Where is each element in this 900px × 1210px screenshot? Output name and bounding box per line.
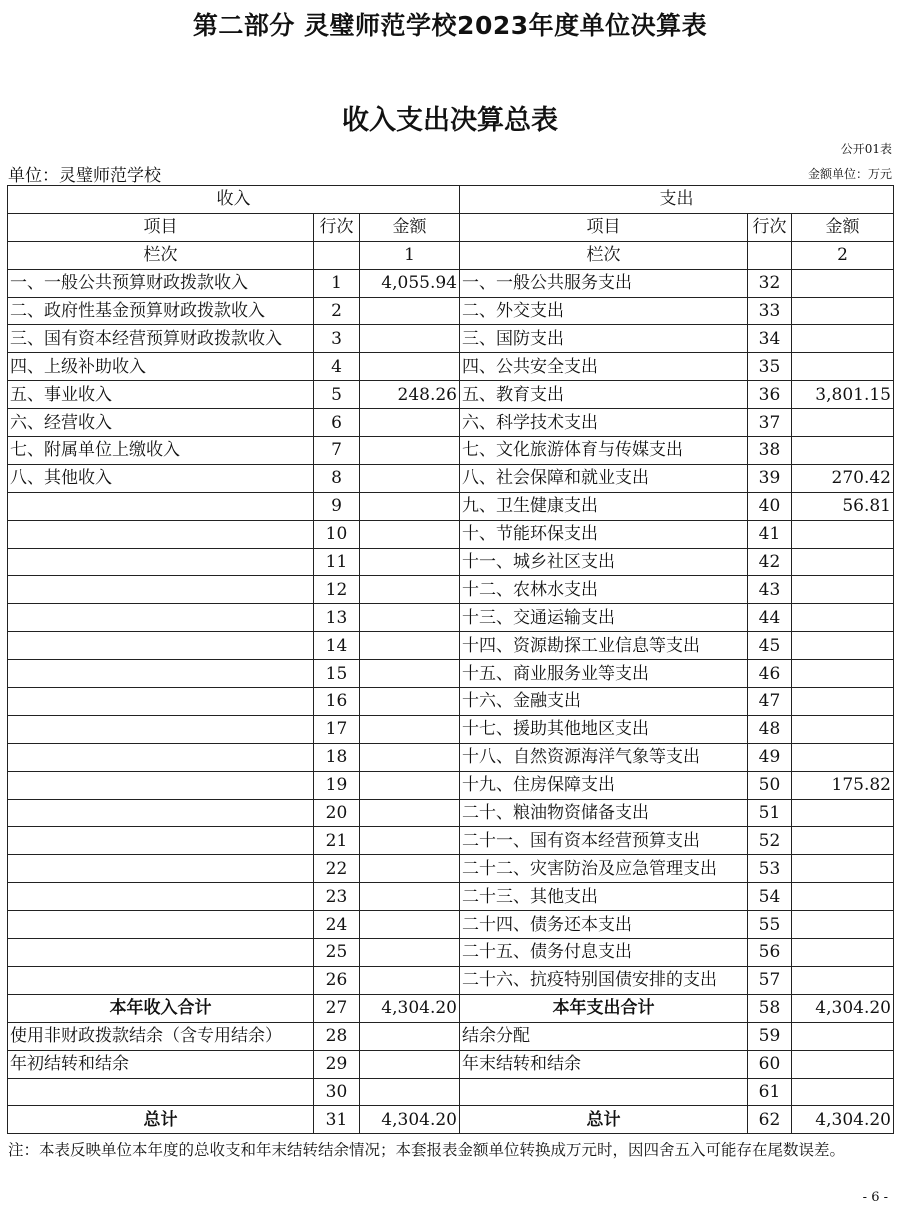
income-amount: 4,304.20	[360, 1106, 460, 1134]
expense-amount	[792, 437, 894, 465]
income-amount	[360, 799, 460, 827]
amount-unit-label: 金额单位：万元	[807, 167, 892, 181]
expense-item: 七、文化旅游体育与传媒支出	[460, 437, 748, 465]
income-amount	[360, 353, 460, 381]
income-amount	[360, 1022, 460, 1050]
table-row	[8, 437, 894, 465]
income-item: 五、事业收入	[8, 381, 314, 409]
income-item	[8, 604, 314, 632]
income-item: 二、政府性基金预算财政拨款收入	[8, 297, 314, 325]
expense-row-number: 49	[748, 743, 792, 771]
income-amount	[360, 409, 460, 437]
income-row-number: 7	[314, 437, 360, 465]
income-item	[8, 576, 314, 604]
expense-amount	[792, 269, 894, 297]
income-row-number: 15	[314, 660, 360, 688]
income-row-number: 10	[314, 520, 360, 548]
grand-total-row	[8, 1106, 894, 1134]
income-row-number: 29	[314, 1050, 360, 1078]
expense-amount-header: 金额	[792, 213, 894, 241]
table-row	[8, 1078, 894, 1106]
income-column-index-label: 栏次	[8, 241, 314, 269]
income-amount	[360, 771, 460, 799]
income-amount-header: 金额	[360, 213, 460, 241]
income-amount	[360, 911, 460, 939]
expense-amount	[792, 1022, 894, 1050]
income-row-number: 19	[314, 771, 360, 799]
expense-amount: 175.82	[792, 771, 894, 799]
expense-item: 六、科学技术支出	[460, 409, 748, 437]
income-amount	[360, 604, 460, 632]
income-item	[8, 743, 314, 771]
expense-item-header: 项目	[460, 213, 748, 241]
expense-row-number: 41	[748, 520, 792, 548]
table-row	[8, 604, 894, 632]
expense-row-number: 44	[748, 604, 792, 632]
expense-column-index: 2	[792, 241, 894, 269]
expense-item: 二十三、其他支出	[460, 883, 748, 911]
expense-row-number: 48	[748, 715, 792, 743]
income-item	[8, 492, 314, 520]
income-amount	[360, 688, 460, 716]
income-amount	[360, 297, 460, 325]
expense-amount	[792, 1050, 894, 1078]
expense-amount	[792, 353, 894, 381]
income-item: 七、附属单位上缴收入	[8, 437, 314, 465]
table-row	[8, 883, 894, 911]
income-amount	[360, 883, 460, 911]
expense-row-number: 37	[748, 409, 792, 437]
income-row-number: 24	[314, 911, 360, 939]
footnote: 注：本表反映单位本年度的总收支和年末结转结余情况；本套报表金额单位转换成万元时，因四舍五入可能存在尾数误差。	[8, 1141, 846, 1159]
expense-row-number: 51	[748, 799, 792, 827]
table-row	[8, 799, 894, 827]
income-item	[8, 715, 314, 743]
expense-header: 支出	[460, 186, 894, 214]
expense-row-number: 55	[748, 911, 792, 939]
income-row-number: 30	[314, 1078, 360, 1106]
table-row	[8, 939, 894, 967]
income-item	[8, 688, 314, 716]
income-item	[8, 632, 314, 660]
income-amount	[360, 548, 460, 576]
table-row	[8, 966, 894, 994]
expense-row-number: 53	[748, 855, 792, 883]
expense-amount	[792, 911, 894, 939]
income-item	[8, 966, 314, 994]
income-row-number: 14	[314, 632, 360, 660]
expense-row-number: 39	[748, 464, 792, 492]
expense-amount	[792, 604, 894, 632]
table-title: 收入支出决算总表	[342, 105, 558, 136]
expense-amount: 56.81	[792, 492, 894, 520]
income-amount	[360, 632, 460, 660]
income-row-number: 1	[314, 269, 360, 297]
income-row-number: 5	[314, 381, 360, 409]
income-row-number: 3	[314, 325, 360, 353]
expense-row-number: 33	[748, 297, 792, 325]
income-row-number: 26	[314, 966, 360, 994]
table-row	[8, 381, 894, 409]
income-item: 年初结转和结余	[8, 1050, 314, 1078]
income-item	[8, 939, 314, 967]
income-amount	[360, 939, 460, 967]
expense-amount	[792, 660, 894, 688]
expense-item: 本年支出合计	[460, 994, 748, 1022]
table-row	[8, 771, 894, 799]
expense-row-number: 56	[748, 939, 792, 967]
expense-row-number: 43	[748, 576, 792, 604]
page-number: - 6 -	[862, 1190, 888, 1205]
income-item	[8, 771, 314, 799]
income-row-number: 18	[314, 743, 360, 771]
income-amount	[360, 437, 460, 465]
income-row-number: 9	[314, 492, 360, 520]
expense-item: 三、国防支出	[460, 325, 748, 353]
income-row-number: 25	[314, 939, 360, 967]
table-row	[8, 715, 894, 743]
income-row-number: 8	[314, 464, 360, 492]
expense-amount	[792, 855, 894, 883]
income-amount	[360, 576, 460, 604]
income-item	[8, 799, 314, 827]
document-title: 第二部分 灵璧师范学校2023年度单位决算表	[192, 11, 708, 40]
expense-item: 一、一般公共服务支出	[460, 269, 748, 297]
expense-row-number: 35	[748, 353, 792, 381]
income-amount	[360, 325, 460, 353]
expense-item: 二十一、国有资本经营预算支出	[460, 827, 748, 855]
expense-amount	[792, 883, 894, 911]
expense-item: 十八、自然资源海洋气象等支出	[460, 743, 748, 771]
expense-item: 二十六、抗疫特别国债安排的支出	[460, 966, 748, 994]
income-item	[8, 520, 314, 548]
expense-item: 年末结转和结余	[460, 1050, 748, 1078]
expense-row-number: 45	[748, 632, 792, 660]
income-row-number: 21	[314, 827, 360, 855]
income-row-number: 4	[314, 353, 360, 381]
income-row-number: 13	[314, 604, 360, 632]
table-row	[8, 1022, 894, 1050]
table-row	[8, 576, 894, 604]
income-expense-table	[7, 185, 894, 1134]
expense-item: 四、公共安全支出	[460, 353, 748, 381]
income-item: 三、国有资本经营预算财政拨款收入	[8, 325, 314, 353]
income-row-number: 23	[314, 883, 360, 911]
income-item	[8, 548, 314, 576]
table-row	[8, 548, 894, 576]
income-row-no-header: 行次	[314, 213, 360, 241]
expense-item: 二十、粮油物资储备支出	[460, 799, 748, 827]
expense-amount	[792, 939, 894, 967]
unit-label: 单位：灵璧师范学校	[8, 166, 161, 186]
expense-item: 八、社会保障和就业支出	[460, 464, 748, 492]
expense-column-index-empty	[748, 241, 792, 269]
form-number: 公开01表	[840, 142, 892, 156]
expense-item: 五、教育支出	[460, 381, 748, 409]
expense-item: 总计	[460, 1106, 748, 1134]
expense-row-number: 59	[748, 1022, 792, 1050]
column-index-row	[8, 241, 894, 269]
expense-amount	[792, 799, 894, 827]
income-column-index: 1	[360, 241, 460, 269]
expense-amount	[792, 632, 894, 660]
expense-row-number: 61	[748, 1078, 792, 1106]
income-header: 收入	[8, 186, 460, 214]
table-row	[8, 353, 894, 381]
expense-row-number: 46	[748, 660, 792, 688]
expense-amount	[792, 576, 894, 604]
expense-item: 十三、交通运输支出	[460, 604, 748, 632]
income-amount: 4,304.20	[360, 994, 460, 1022]
income-row-number: 11	[314, 548, 360, 576]
table-row	[8, 632, 894, 660]
income-amount	[360, 855, 460, 883]
expense-amount	[792, 297, 894, 325]
income-amount	[360, 715, 460, 743]
income-item: 六、经营收入	[8, 409, 314, 437]
income-item	[8, 855, 314, 883]
table-row	[8, 325, 894, 353]
income-amount: 4,055.94	[360, 269, 460, 297]
income-item: 八、其他收入	[8, 464, 314, 492]
income-amount	[360, 492, 460, 520]
income-row-number: 6	[314, 409, 360, 437]
expense-row-number: 54	[748, 883, 792, 911]
table-row	[8, 520, 894, 548]
table-row	[8, 911, 894, 939]
income-row-number: 31	[314, 1106, 360, 1134]
income-item: 使用非财政拨款结余（含专用结余）	[8, 1022, 314, 1050]
expense-row-number: 50	[748, 771, 792, 799]
expense-row-number: 47	[748, 688, 792, 716]
table-row	[8, 409, 894, 437]
income-item: 总计	[8, 1106, 314, 1134]
table-row	[8, 1050, 894, 1078]
income-amount: 248.26	[360, 381, 460, 409]
income-amount	[360, 464, 460, 492]
income-amount	[360, 1078, 460, 1106]
expense-item: 十五、商业服务业等支出	[460, 660, 748, 688]
expense-amount: 3,801.15	[792, 381, 894, 409]
expense-amount	[792, 688, 894, 716]
expense-row-number: 36	[748, 381, 792, 409]
expense-item: 十一、城乡社区支出	[460, 548, 748, 576]
expense-amount	[792, 715, 894, 743]
expense-item: 十二、农林水支出	[460, 576, 748, 604]
expense-column-index-label: 栏次	[460, 241, 748, 269]
expense-item: 十九、住房保障支出	[460, 771, 748, 799]
table-row	[8, 464, 894, 492]
expense-item: 十四、资源勘探工业信息等支出	[460, 632, 748, 660]
income-amount	[360, 1050, 460, 1078]
income-row-number: 16	[314, 688, 360, 716]
table-row	[8, 660, 894, 688]
expense-row-number: 58	[748, 994, 792, 1022]
table-row	[8, 827, 894, 855]
expense-amount	[792, 325, 894, 353]
expense-row-no-header: 行次	[748, 213, 792, 241]
income-amount	[360, 660, 460, 688]
expense-amount	[792, 520, 894, 548]
section-header-row	[8, 186, 894, 214]
income-row-number: 12	[314, 576, 360, 604]
income-item-header: 项目	[8, 213, 314, 241]
expense-row-number: 60	[748, 1050, 792, 1078]
expense-amount	[792, 409, 894, 437]
table-row	[8, 269, 894, 297]
expense-amount	[792, 966, 894, 994]
income-row-number: 22	[314, 855, 360, 883]
income-amount	[360, 966, 460, 994]
expense-amount	[792, 743, 894, 771]
income-item	[8, 827, 314, 855]
expense-item: 十六、金融支出	[460, 688, 748, 716]
income-row-number: 2	[314, 297, 360, 325]
income-item: 一、一般公共预算财政拨款收入	[8, 269, 314, 297]
income-item	[8, 1078, 314, 1106]
income-row-number: 17	[314, 715, 360, 743]
column-header-row	[8, 213, 894, 241]
income-item	[8, 660, 314, 688]
expense-row-number: 40	[748, 492, 792, 520]
table-row	[8, 688, 894, 716]
income-row-number: 20	[314, 799, 360, 827]
expense-item: 二十二、灾害防治及应急管理支出	[460, 855, 748, 883]
expense-row-number: 57	[748, 966, 792, 994]
expense-row-number: 34	[748, 325, 792, 353]
table-row	[8, 743, 894, 771]
income-amount	[360, 743, 460, 771]
expense-item: 十七、援助其他地区支出	[460, 715, 748, 743]
expense-item: 九、卫生健康支出	[460, 492, 748, 520]
expense-amount	[792, 827, 894, 855]
expense-item: 二十四、债务还本支出	[460, 911, 748, 939]
expense-item	[460, 1078, 748, 1106]
income-row-number: 27	[314, 994, 360, 1022]
year-total-row	[8, 994, 894, 1022]
income-row-number: 28	[314, 1022, 360, 1050]
table-row	[8, 855, 894, 883]
expense-row-number: 42	[748, 548, 792, 576]
income-item	[8, 883, 314, 911]
expense-row-number: 62	[748, 1106, 792, 1134]
expense-item: 二、外交支出	[460, 297, 748, 325]
table-row	[8, 492, 894, 520]
expense-item: 二十五、债务付息支出	[460, 939, 748, 967]
expense-amount	[792, 548, 894, 576]
expense-row-number: 38	[748, 437, 792, 465]
income-amount	[360, 520, 460, 548]
expense-amount: 4,304.20	[792, 1106, 894, 1134]
expense-amount	[792, 1078, 894, 1106]
income-item: 本年收入合计	[8, 994, 314, 1022]
income-item: 四、上级补助收入	[8, 353, 314, 381]
expense-amount: 4,304.20	[792, 994, 894, 1022]
expense-item: 十、节能环保支出	[460, 520, 748, 548]
expense-amount: 270.42	[792, 464, 894, 492]
income-item	[8, 911, 314, 939]
income-column-index-empty	[314, 241, 360, 269]
income-amount	[360, 827, 460, 855]
expense-row-number: 52	[748, 827, 792, 855]
table-row	[8, 297, 894, 325]
expense-row-number: 32	[748, 269, 792, 297]
expense-item: 结余分配	[460, 1022, 748, 1050]
